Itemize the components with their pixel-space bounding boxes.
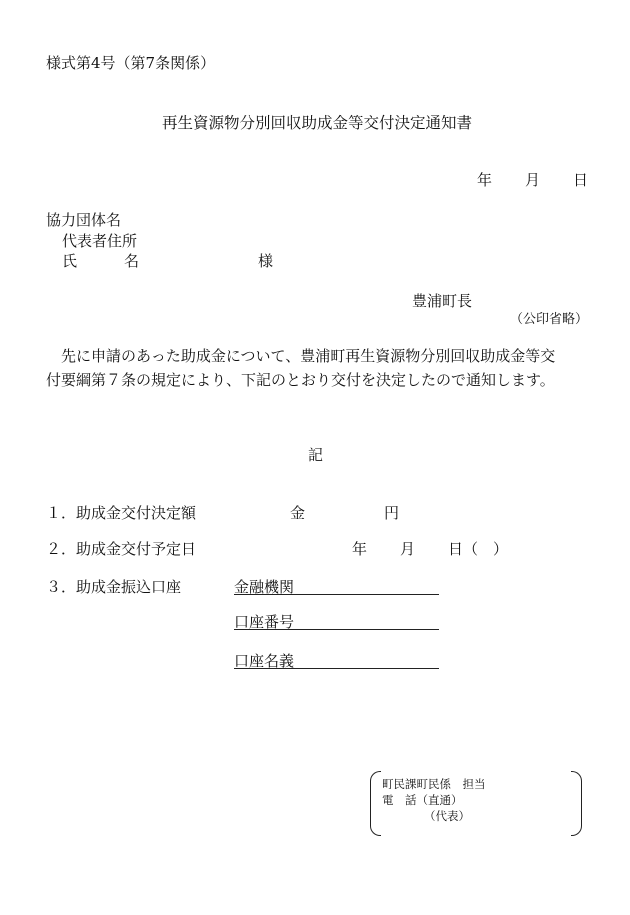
item-1-number: １． xyxy=(46,504,77,522)
issuer-name: 豊浦町長 xyxy=(412,292,473,310)
item-1-label: 助成金交付決定額 xyxy=(76,504,197,522)
name-label-second: 名 xyxy=(124,252,140,270)
item-2-label: 助成金交付予定日 xyxy=(76,540,197,558)
account-number-underline xyxy=(234,629,439,630)
account-name-label: 口座名義 xyxy=(234,652,295,670)
contact-department: 町民課町民係 担当 xyxy=(382,777,486,791)
seal-omitted-note: （公印省略） xyxy=(510,312,589,327)
account-number-label: 口座番号 xyxy=(234,613,295,631)
name-label-first: 氏 xyxy=(62,252,78,270)
org-name-label: 協力団体名 xyxy=(46,211,122,229)
scheduled-day-label: 日（ ） xyxy=(448,540,509,558)
contact-left-bracket xyxy=(370,771,381,836)
bank-underline xyxy=(234,594,439,595)
amount-kin-label: 金 xyxy=(290,504,306,522)
body-line-1: 先に申請のあった助成金について、豊浦町再生資源物分別回収助成金等交 xyxy=(46,347,556,365)
account-name-underline xyxy=(234,668,439,669)
document-title: 再生資源物分別回収助成金等交付決定通知書 xyxy=(162,114,473,132)
amount-yen-label: 円 xyxy=(384,504,400,522)
body-paragraph xyxy=(46,344,601,392)
scheduled-month-label: 月 xyxy=(400,540,416,558)
bank-label: 金融機関 xyxy=(234,578,295,596)
date-month-label: 月 xyxy=(525,171,541,189)
item-3-label: 助成金振込口座 xyxy=(76,578,182,596)
form-number: 様式第4号（第7条関係） xyxy=(46,54,216,72)
date-day-label: 日 xyxy=(573,171,589,189)
body-line-2: 付要綱第７条の規定により、下記のとおり交付を決定したので通知します。 xyxy=(46,371,555,389)
contact-phone-direct: 電 話（直通） xyxy=(382,793,463,807)
contact-phone-representative: （代表） xyxy=(424,809,470,823)
item-2-number: ２． xyxy=(46,540,77,558)
contact-right-bracket xyxy=(571,771,582,836)
scheduled-year-label: 年 xyxy=(352,540,368,558)
item-3-number: ３． xyxy=(46,578,77,596)
ki-heading: 記 xyxy=(308,446,324,464)
honorific: 様 xyxy=(258,252,274,270)
representative-address-label: 代表者住所 xyxy=(62,232,138,250)
date-year-label: 年 xyxy=(477,171,493,189)
